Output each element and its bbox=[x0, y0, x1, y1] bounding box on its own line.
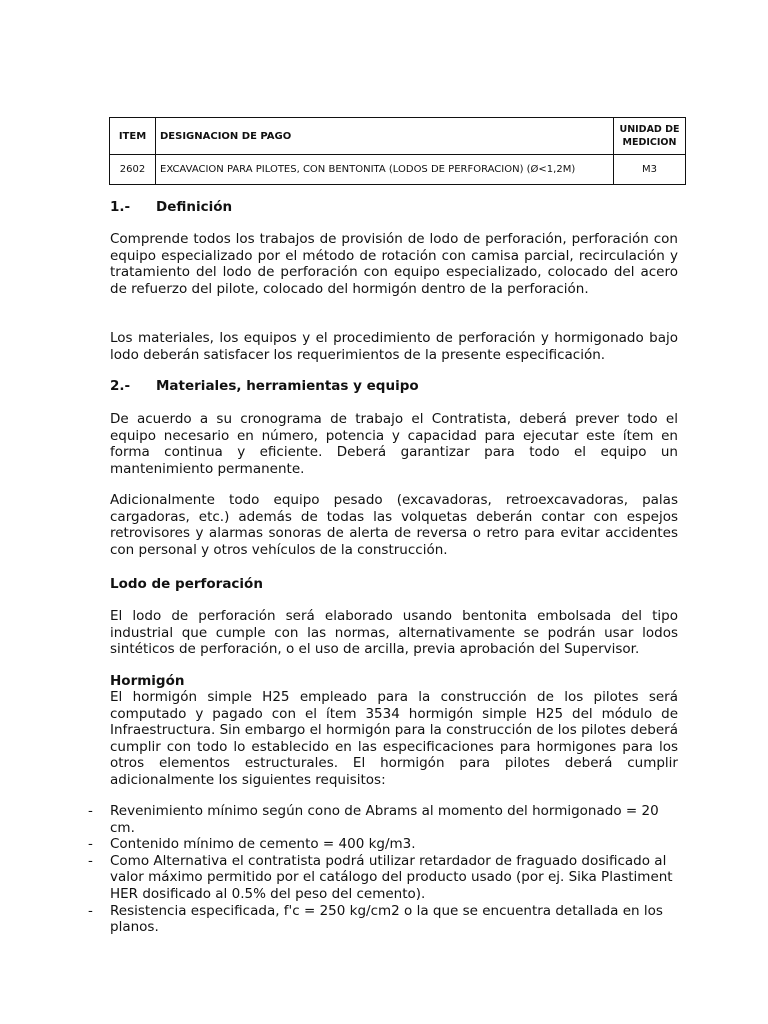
table-header-row bbox=[110, 118, 686, 155]
payment-item-table bbox=[109, 117, 686, 185]
section-1-heading bbox=[110, 199, 678, 216]
list-dash: - bbox=[88, 902, 93, 919]
list-dash: - bbox=[88, 836, 93, 853]
section-2-heading bbox=[110, 378, 678, 395]
list-dash: - bbox=[88, 803, 93, 819]
list-item bbox=[0, 803, 678, 836]
list-item-text: Revenimiento mínimo según cono de Abrams al momento del hormigonado = 20 cm. bbox=[110, 803, 659, 836]
header-unit-line2: MEDICION bbox=[622, 137, 677, 148]
section-1-title: Definición bbox=[156, 199, 233, 215]
list-item bbox=[0, 836, 678, 853]
list-item-text: Contenido mínimo de cemento = 400 kg/m3. bbox=[110, 836, 416, 853]
cell-unit: M3 bbox=[614, 155, 686, 185]
cell-designation: EXCAVACION PARA PILOTES, CON BENTONITA (LODOS DE PERFORACION) (Ø<1,2M) bbox=[156, 155, 614, 185]
hormigon-heading: Hormigón bbox=[110, 673, 185, 689]
hormigon-paragraph: El hormigón simple H25 empleado para la construcción de los pilotes será computado y pagado con el ítem 3534 hormigón simple H25 del módulo de Infraestructura. Sin embargo el hormigón para la construcción de los pilotes deberá cumplir con todo lo establecido en las especificaciones para hormigones para los otros elementos estructurales. El hormigón para pilotes deberá cumplir adicionalmente los siguientes requisitos: bbox=[110, 689, 678, 788]
section-2-title: Materiales, herramientas y equipo bbox=[156, 378, 419, 394]
section-2-number: 2.- bbox=[110, 378, 131, 394]
table-row bbox=[110, 155, 686, 185]
materials-paragraph-2: Adicionalmente todo equipo pesado (excavadoras, retroexcavadoras, palas cargadoras, etc.) además de todas las volquetas deberán contar con espejos retrovisores y alarmas sonoras de alerta de reversa o retro para evitar accidentes con personal y otros vehículos de la construcción. bbox=[110, 492, 678, 558]
section-1-number: 1.- bbox=[110, 199, 131, 215]
cell-item-number: 2602 bbox=[110, 155, 156, 185]
lodo-paragraph: El lodo de perforación será elaborado usando bentonita embolsada del tipo industrial que cumple con las normas, alternativamente se podrán usar lodos sintéticos de perforación, o el uso de arcilla, previa aprobación del Supervisor. bbox=[110, 608, 678, 658]
list-item-text: Como Alternativa el contratista podrá utilizar retardador de fraguado dosificado al valor máximo permitido por el catálogo del producto usado (por ej. Sika Plastiment HER dosificado al 0.5% del peso del cemento). bbox=[110, 852, 673, 902]
header-unit bbox=[614, 118, 686, 155]
hormigon-requirements-list bbox=[0, 803, 678, 936]
list-item bbox=[0, 853, 678, 903]
header-designation: DESIGNACION DE PAGO bbox=[156, 118, 614, 155]
header-item: ITEM bbox=[110, 118, 156, 155]
definition-paragraph-2: Los materiales, los equipos y el procedimiento de perforación y hormigonado bajo lodo deberán satisfacer los requerimientos de la presente especificación. bbox=[110, 330, 678, 363]
header-unit-line1: UNIDAD DE bbox=[619, 124, 680, 135]
lodo-heading: Lodo de perforación bbox=[110, 576, 263, 592]
list-item-text: Resistencia especificada, f'c = 250 kg/cm2 o la que se encuentra detallada en los planos. bbox=[110, 902, 663, 936]
definition-paragraph-1: Comprende todos los trabajos de provisión de lodo de perforación, perforación con equipo especializado por el método de rotación con camisa parcial, recirculación y tratamiento del lodo de perforación con equipo especializado, colocado del acero de refuerzo del pilote, colocado del hormigón dentro de la perforación. bbox=[110, 231, 678, 297]
list-dash: - bbox=[88, 852, 93, 869]
list-item bbox=[0, 903, 678, 936]
materials-paragraph-1: De acuerdo a su cronograma de trabajo el Contratista, deberá prever todo el equipo necesario en número, potencia y capacidad para ejecutar este ítem en forma continua y eficiente. Deberá garantizar para todo el equipo un mantenimiento permanente. bbox=[110, 411, 678, 477]
